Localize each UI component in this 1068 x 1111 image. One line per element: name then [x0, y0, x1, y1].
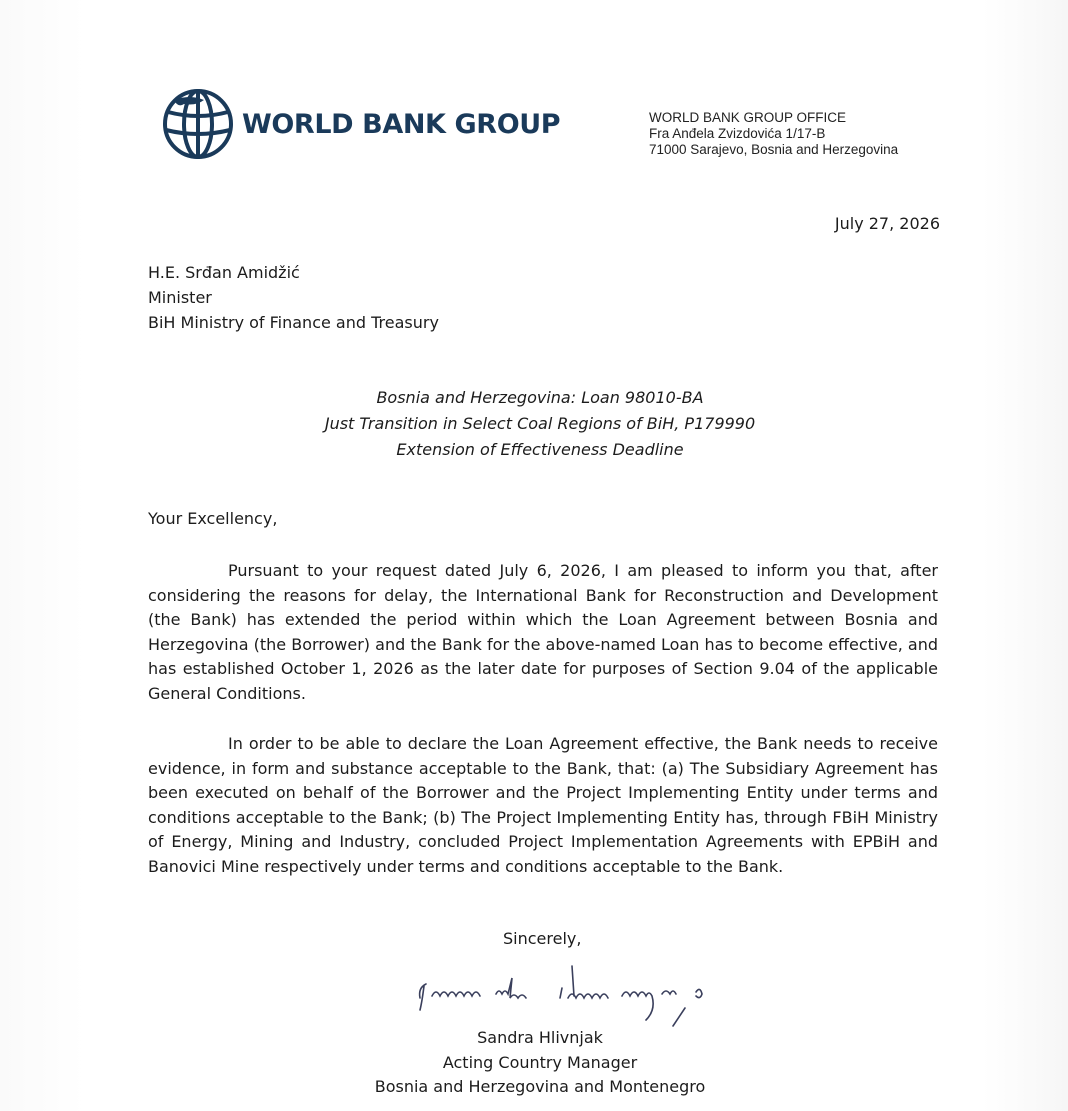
logo-wordmark: WORLD BANK GROUP: [242, 108, 561, 140]
office-line: Fra Anđela Zvizdovića 1/17-B: [649, 126, 826, 141]
closing: Sincerely,: [503, 929, 582, 948]
body-paragraph-1: Pursuant to your request dated July 6, 2026, I am pleased to inform you that, after considering the reasons for delay, the International Bank for Reconstruction and Development (the Bank) has extended the period within which the Loan Agreement between Bosnia and Herzegovina (the Borrower) and the Bank for the above-named Loan has to become effective, and has established October 1, 2026 as the later date for purposes of Section 9.04 of the applicable General Conditions.: [148, 561, 938, 703]
salutation: Your Excellency,: [148, 509, 278, 528]
recipient-organization: BiH Ministry of Finance and Treasury: [148, 313, 439, 332]
subject-line: Extension of Effectiveness Deadline: [396, 440, 684, 459]
recipient-block: [148, 260, 439, 335]
subject-block: [240, 385, 840, 463]
signer-name: Sandra Hlivnjak: [477, 1028, 603, 1047]
body-paragraph-2: In order to be able to declare the Loan Agreement effective, the Bank needs to receive evidence, in form and substance acceptable to the Bank, that: (a) The Subsidiary Agreement has been executed on behalf of the Borrower and the Project Implementing Entity under terms and conditions acceptable to the Bank; (b) The Project Implementing Entity has, through FBiH Ministry of Energy, Mining and Industry, concluded Project Implementation Agreements with EPBiH and Banovici Mine respectively under terms and conditions acceptable to the Bank.: [148, 734, 938, 876]
signer-block: [340, 1026, 740, 1100]
subject-line: Just Transition in Select Coal Regions of BiH, P179990: [324, 414, 756, 433]
recipient-name: H.E. Srđan Amidžić: [148, 263, 300, 282]
handwritten-signature: [410, 958, 740, 1028]
office-line: WORLD BANK GROUP OFFICE: [649, 110, 847, 125]
signer-region: Bosnia and Herzegovina and Montenegro: [374, 1077, 706, 1096]
recipient-title: Minister: [148, 288, 212, 307]
letter-date: July 27, 2026: [834, 214, 940, 233]
subject-line: Bosnia and Herzegovina: Loan 98010-BA: [376, 388, 704, 407]
office-line: 71000 Sarajevo, Bosnia and Herzegovina: [649, 142, 899, 157]
world-bank-logo: [160, 86, 560, 162]
office-address: [649, 110, 898, 158]
globe-icon: [160, 86, 236, 162]
signer-title: Acting Country Manager: [442, 1052, 638, 1072]
